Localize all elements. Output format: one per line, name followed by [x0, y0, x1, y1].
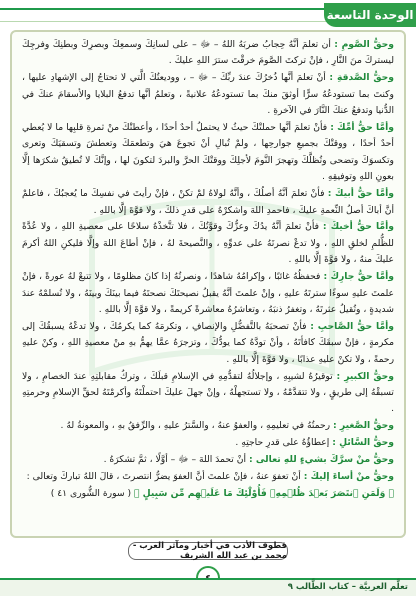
source-citation: قطوف الأدب في أخبار ومآثر العرب - محمد بن عبد الله الشريف — [128, 542, 288, 560]
paragraph-text: فأنْ تصحبَهُ بالتَّفضُّلِ والإنصافِ ، وتكرمَهُ كما يكرمُكَ ، ولا تدعْهُ يسبقُكَ إلى مكرمةٍ ، فإنْ سبقَكَ كافأتَهُ ، وأنْ تودَّهُ كما يودُّكَ ، وتزجرَهُ عمَّا يهمُّ بهِ منْ معصيةِ اللهِ ، وكنْ عليهِ رحمةً ، ولا تكنْ عليهِ عذابًا ، ولا قوَّةَ إلَّا باللهِ . — [22, 320, 394, 365]
paragraph — [22, 219, 394, 268]
paragraph — [22, 418, 394, 434]
paragraph-text: فحفظُهُ غائبًا ، وإكرامُهُ شاهدًا ، ونصرتُهُ إذا كانَ مظلومًا ، ولا تتبعْ لهُ عورةً ، فإنْ علمتَ عليهِ سوءًا سترتَهُ عليهِ ، وإنْ علمتَ أنَّهُ يقبلُ نصيحتَكَ نصحتَهُ فيما بينَكَ وبينَهُ ، ولا تُسلمْهُ عندَ شديدةٍ ، وتُقيلُ عثرتَهُ ، وتغفرُ ذنبَهُ ، وتعاشرُهُ معاشرةً كريمةً ، ولا قوَّةَ إلَّا باللهِ . — [22, 271, 394, 315]
paragraph-text: فأنْ تعلمَ أنَّها حملتْكَ حيثُ لا يحتملُ أحدٌ أحدًا ، وأعطتْكَ منْ ثمرةِ قلبِها ما لا يُعطي أحدٌ أحدًا ، ووقتْكَ بجميعِ جوارحِها ، ولمْ تُبالِ أنْ تجوعَ هيَ وتطعمَكَ وتعطشَ وتسقيَكَ وتعرى وتكسوَكَ وتضحى وتُظلَّكَ وتهجرَ النَّومَ لأجلِكَ ووقتْكَ الحرَّ والبردَ لتكونَ لها ، وإنَّكَ لا تُطيقُ شكرَها إلَّا بعونِ اللهِ وتوفيقِهِ . — [22, 122, 394, 183]
paragraph — [22, 120, 394, 186]
unit-title: الوحدة التاسعة — [324, 3, 416, 27]
paragraph-text: رحمتُهُ في تعليمِهِ ، والعفوُ عنهُ ، والسَّترُ عليهِ ، والرِّفقُ بهِ ، والمعونةُ لهُ . — [60, 420, 333, 432]
paragraph-heading: وحقُّ السَّائلِ : — [332, 437, 394, 449]
paragraph — [22, 469, 394, 485]
content-frame — [10, 30, 406, 538]
paragraph-heading: وحقُّ الكبيرِ : — [336, 370, 395, 382]
book-title: تعلَّم العربيَّة – كتاب الطَّالب ٩ — [287, 582, 408, 592]
paragraph-heading: وأمَّا حقُّ أخيكَ : — [322, 221, 394, 233]
paragraph-text: إعطاؤُهُ على قدرِ حاجتِهِ . — [235, 437, 333, 449]
paragraph — [22, 37, 394, 70]
paragraph — [22, 269, 394, 318]
page-header — [0, 0, 416, 28]
paragraph-text: أن تعلمَ أنَّهُ حِجابُ ضربَهُ اللهُ – ﷻ – على لسانِكَ وسمعِكَ وبصرِكَ وبطنِكَ وفرجِكَ ليستركَ منَ النَّارِ ، فإنْ تركتَ الصَّومَ خرقْتَ سترَ اللهِ عليكَ . — [22, 39, 394, 67]
paragraph-heading: وأمَّا حقُّ جارِكَ : — [323, 271, 394, 283]
paragraph-text: أنْ تعفوَ عنهُ ، فإنْ علمتَ أنَّ العفوَ يضرُّ انتصرتَ ، قالَ اللهُ تباركَ وتعالى : — [26, 471, 304, 483]
paragraph — [22, 319, 394, 368]
paragraph — [22, 186, 394, 219]
verse-citation: ( سورة الشُّورى ٤١ ) — [50, 487, 132, 499]
paragraph — [22, 70, 394, 119]
paragraph — [22, 452, 394, 468]
paragraph-text: أنْ تعلمَ أنَّها ذُخرُكَ عندَ ربِّكَ – ﷻ – ، ووديعتُكَ الَّتي لا تحتاجُ إلى الإشهادِ عليها ، وكنتَ بما تستودعُهُ سرًّا أوثقَ منكَ بما تستودعُهُ علانيةً ، وتعلمُ أنَّها تدفعُ البلايا والأسقامَ عنكَ في الدُّنيا وتدفعُ عنكَ النَّارَ في الآخرةِ . — [22, 72, 394, 117]
paragraph-heading: وأمَّا حقُّ أمِّكَ : — [330, 122, 394, 134]
paragraph-text: فأنْ تعلمَ أنَّهُ يدُكَ وعزُّكَ وقوَّتُكَ ، فلا تتَّخذْهُ سلاحًا على معصيةِ اللهِ ، ولا عُدَّةً للظُّلمِ لخلقِ اللهِ ، ولا تدعْ نصرتَهُ على عدوِّهِ ، والنَّصيحةَ لهُ ، فإنْ أطاعَ اللهَ وإلَّا فليكنِ اللهُ أكرمَ عليكَ منهُ ، ولا قوَّةَ إلَّا باللهِ . — [22, 221, 394, 266]
paragraph-heading: وحقُّ الصَّومِ : — [334, 39, 394, 50]
verse-text: ﴿ وَلَمَنِ ٱنتَصَرَ بَعۡدَ ظُلۡمِهِۦ فَأُوْلَٰٓئِكَ مَا عَلَيۡهِم مِّن سَبِيلٍ ﴾ — [133, 487, 394, 499]
paragraph — [22, 435, 394, 451]
paragraph-heading: وحقُّ منْ أساءَ إليكَ : — [303, 471, 394, 483]
paragraph-heading: وحقُّ الصَّغيرِ : — [333, 420, 394, 432]
quran-verse — [22, 486, 394, 502]
paragraph-heading: وأمَّا حقُّ أبيكَ : — [327, 188, 395, 200]
paragraph-text: توقيرُهُ لشيبِهِ ، وإجلالُهُ لتقدُّمِهِ في الإسلامِ قبلَكَ ، وتركُ مقابلتِهِ عندَ الخصامِ ، ولا تسبقْهُ إلى طريقٍ ، ولا تتقدَّمْهُ ، ولا تستجهلْهُ ، وإنْ جهلَ عليكَ احتملْتَهُ وأكرمْتَهُ لحقِّ الإسلامِ وحرمتِهِ . — [22, 370, 394, 415]
paragraph-text: أنْ تحمدَ اللهَ – ﷻ – أوَّلًا ، ثمَّ تشكرَهُ . — [103, 454, 249, 466]
paragraph-heading: وأمَّا حقُّ الصَّاحبِ : — [310, 320, 394, 332]
paragraph — [22, 369, 394, 418]
paragraph-text: فأنْ تعلمَ أنَّهُ أصلُكَ ، وأنَّهُ لولاهُ لمْ تكنْ ، فإنْ رأيتَ في نفسِكَ ما يُعجبُكَ ، فاعلمْ أنَّ أباكَ أصلُ النِّعمةِ عليكَ ، فاحمدِ اللهَ واشكرْهُ على قدرِ ذلكَ ، ولا قوَّةَ إلَّا باللهِ . — [22, 188, 394, 216]
paragraph-heading: وحقُّ منْ سرَّكَ بشيءٍ للهِ تعالى : — [249, 454, 394, 466]
article-body — [12, 32, 404, 502]
page-footer — [0, 578, 416, 596]
paragraph-heading: وحقُّ الصَّدقةِ : — [329, 72, 394, 84]
